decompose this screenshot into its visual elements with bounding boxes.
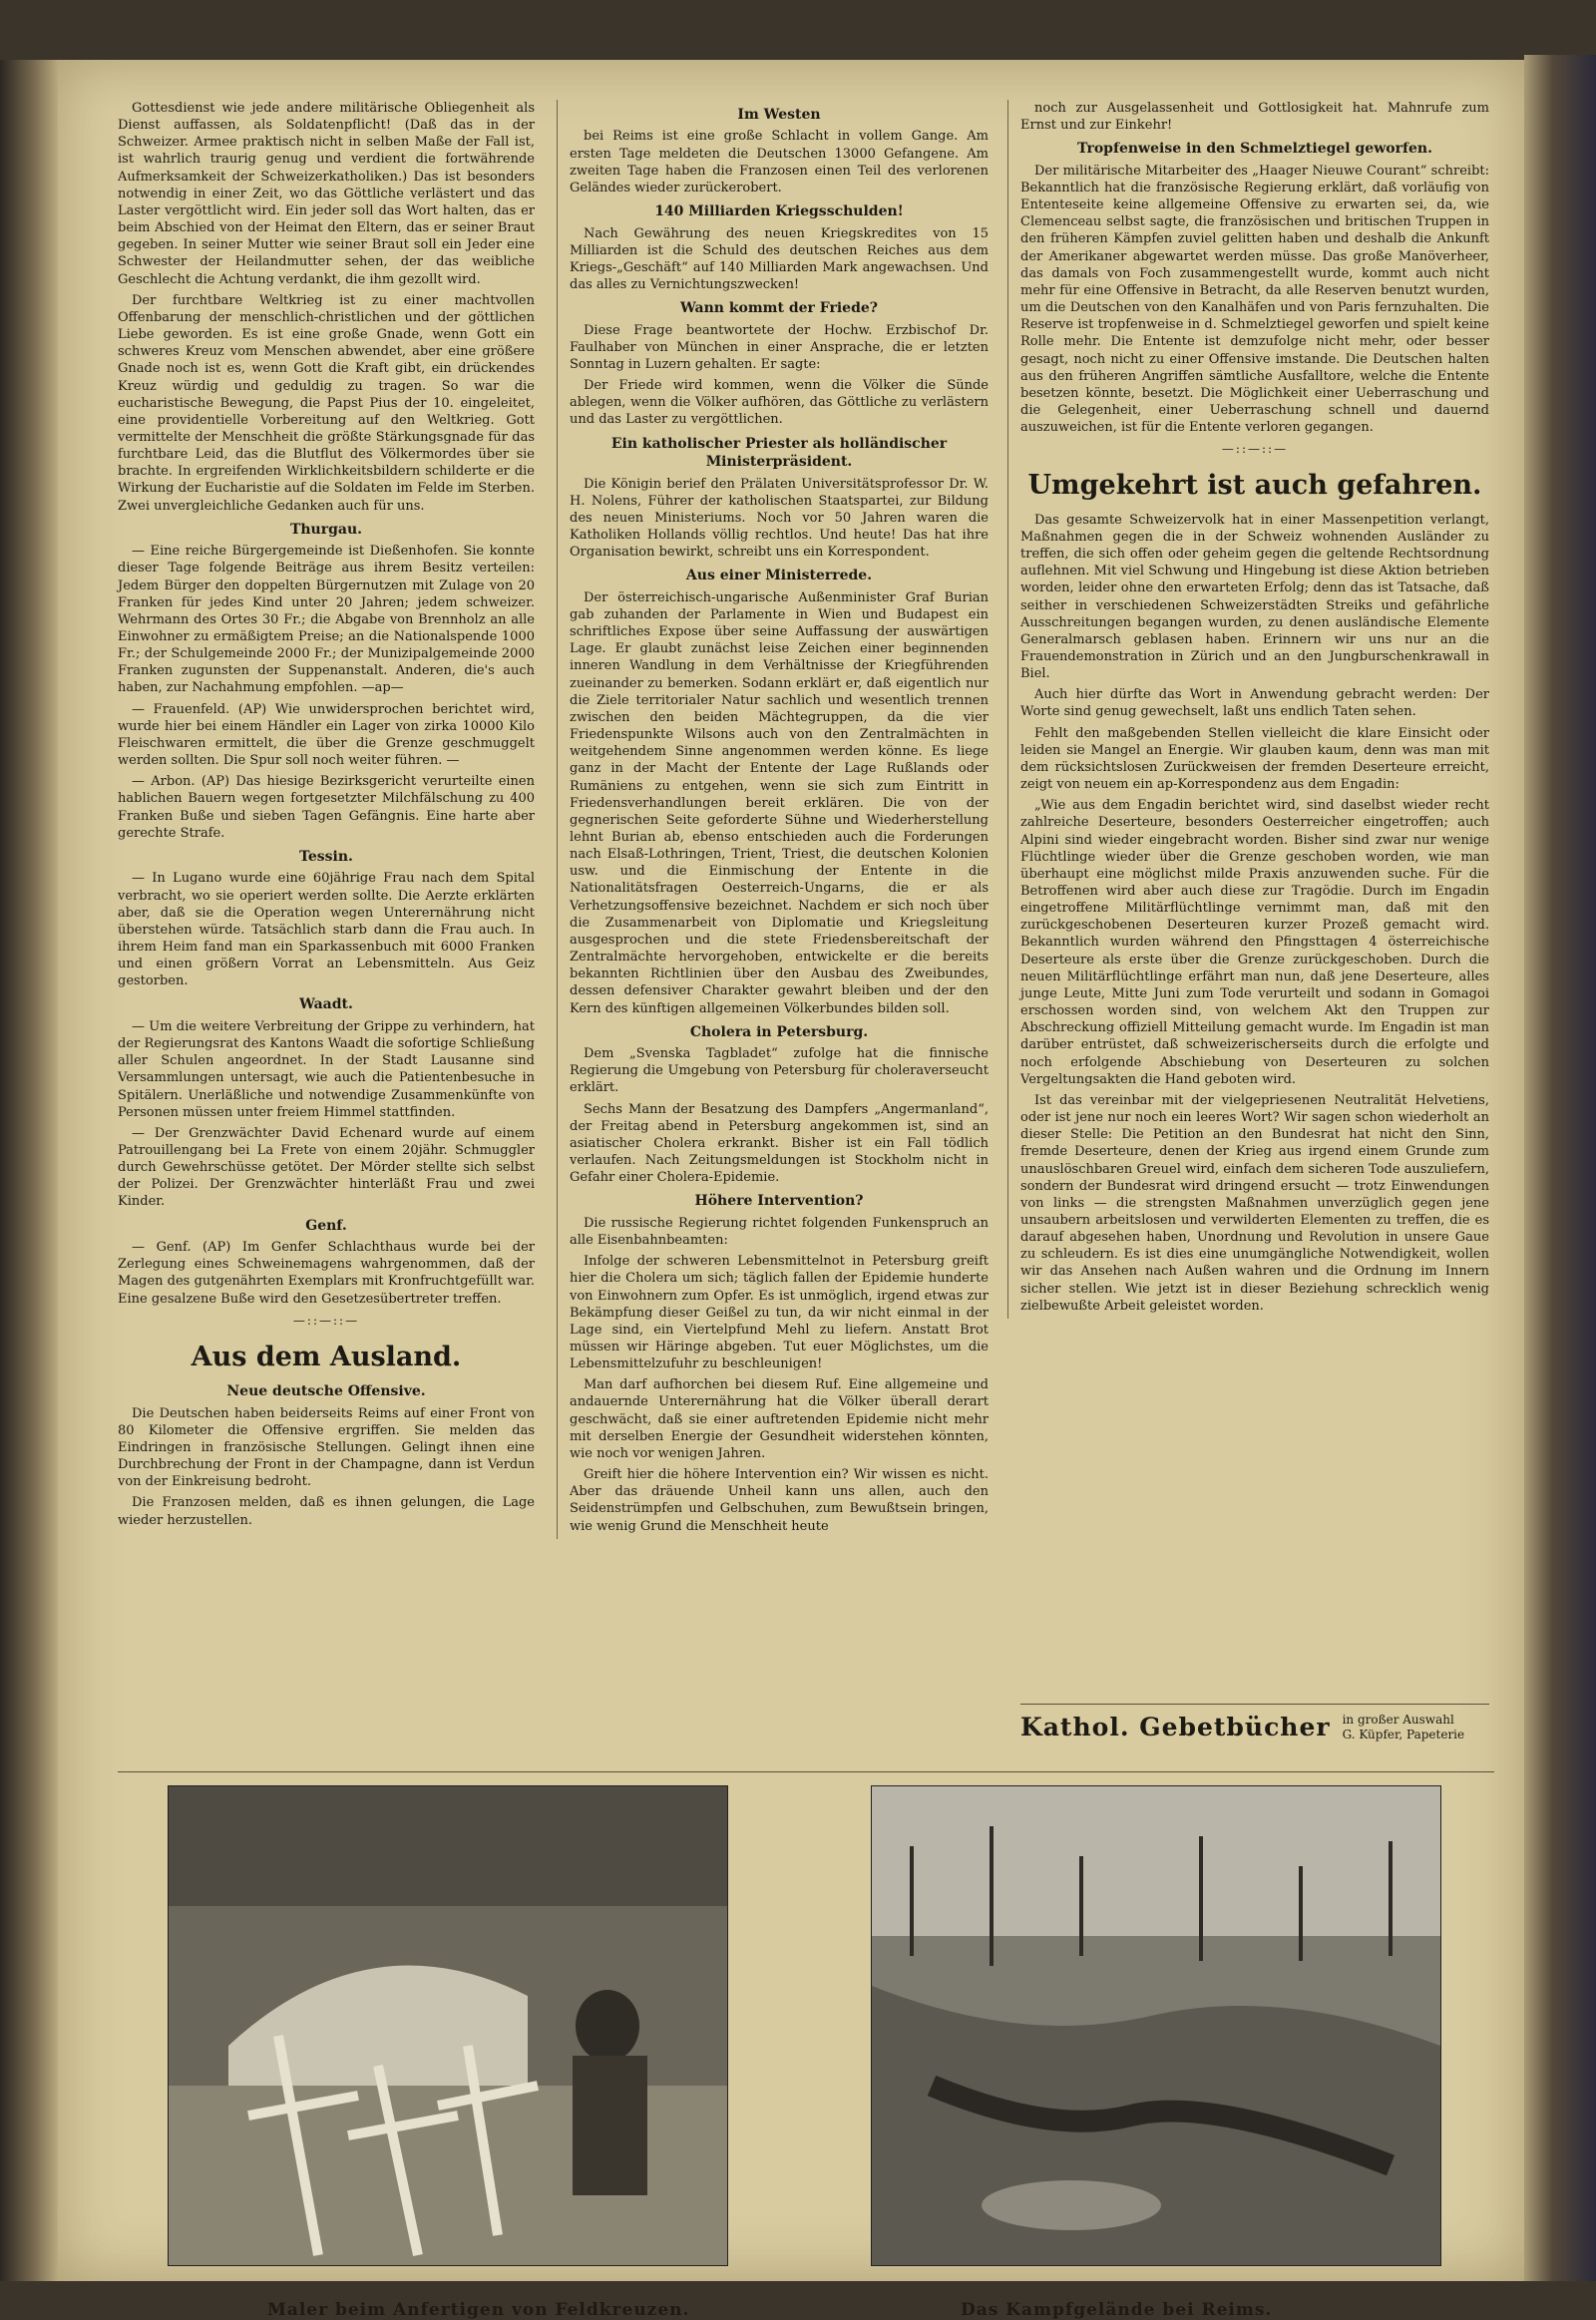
section-heading: 140 Milliarden Kriegsschulden! — [654, 203, 904, 220]
photo-caption: Maler beim Anfertigen von Feldkreuzen. — [267, 2300, 690, 2320]
section-heading: Thurgau. — [289, 521, 363, 538]
paragraph: Der furchtbare Weltkrieg ist zu einer machtvollen Offenbarung der menschlich-christlichen und der göttlichen Liebe geworden. Es ist eine große Gnade, wenn Gott ein schweres Kreuz vom Menschen abwendet, aber eine größere Gnade noch ist es, wenn Gott die Kraft gibt, ein drückendes Kreuz würdig und geduldig zu tragen. So war die eucharistische Bewegung, die Papst Pius der 10. eingeleitet, eine providentielle Vorbereitung auf den Weltkrieg. Gott vermittelte der Menschheit die größte Stärkungsgnade für das furchtbare Leid, das die Blutflut des Völkermordes über sie brachte. In ergreifenden Wirklichkeitsbildern schilderte er die Wirkung der Eucharistie auf die Soldaten im Felde im Sterben. Zwei unvergleichliche Gedanken auch für uns. — [118, 292, 535, 514]
paragraph: — Frauenfeld. (AP) Wie unwidersprochen berichtet wird, wurde hier bei einem Händler ein Lager von zirka 10000 Kilo Fleischwaren ermittelt, die über die Grenze geschmuggelt werden sollten. Die Spur soll noch weiter führen. — — [118, 701, 535, 769]
paragraph: Das gesamte Schweizervolk hat in einer Massenpetition verlangt, Maßnahmen gegen die in der Schweiz wohnenden Ausländer zu treffen, die sich offen oder geheim gegen die geltende Rechtsordnung auflehnen. Mit viel Schwung und Hingebung ist diese Aktion betrieben worden, leider ohne den erwarteten Erfolg; denn das ist Tatsache, daß seither in verschiedenen Schweizerstädten Streiks und gefährliche Ausschreitungen begangen wurden, zu denen ausländische Elemente Generalmarsch geblasen haben. Erinnern wir uns nur an die Frauendemonstration in Zürich und an den Jungburschenkrawall in Biel. — [1020, 512, 1489, 682]
section-heading: Waadt. — [299, 996, 353, 1013]
paragraph: Die Franzosen melden, daß es ihnen gelungen, die Lage wieder herzustellen. — [118, 1495, 535, 1528]
paragraph: Die Königin berief den Prälaten Universitätsprofessor Dr. W. H. Nolens, Führer der katholischen Staatspartei, zur Bildung des neuen Ministeriums. Noch vor 50 Jahren waren die Katholiken Hollands völlig rechtlos. Und heute! Das hat ihre Organisation bewirkt, schreibt uns ein Korrespondent. — [570, 476, 989, 561]
book-binding — [0, 60, 58, 2281]
paragraph: Der Friede wird kommen, wenn die Völker die Sünde ablegen, wenn die Völker aufhören, das Göttliche zu verlästern und das Laster zu vergöttlichen. — [570, 378, 989, 428]
paragraph: Der militärische Mitarbeiter des „Haager Nieuwe Courant“ schreibt: Bekanntlich hat die französische Regierung erklärt, daß vorläufig von Ententeseite keine allgemeine Offensive zu erwarten sei, da, wie Clemenceau selbst sagte, die französischen und britischen Truppen in den früheren Kämpfen zuviel gelitten haben und deshalb die Ankunft der Amerikaner abgewartet werden müsse. Das große Manöverheer, das damals von Foch zusammengestellt wurde, kommt auch nicht mehr für eine Offensive in Betracht, da alle Reserven benutzt wurden, um die Deutschen von den Kanalhäfen und von Paris fernzuhalten. Die Reserve ist tropfenweise in d. Schmelztiegel geworfen und spielt keine Rolle mehr. Die Entente ist demzufolge nicht mehr, oder besser gesagt, noch nicht zu einer Offensive imstande. Die Deutschen halten aus den früheren Angriffen sämtliche Ausfalltore, welche die Entente besetzen könnte, besetzt. Die Möglichkeit einer Ueberraschung und die Gelegenheit, einer Ueberraschung schnell und dauernd auszuweichen, ist für die Entente verloren gegangen. — [1020, 163, 1489, 436]
section-heading: Genf. — [305, 1217, 347, 1234]
section-heading: Höhere Intervention? — [694, 1193, 864, 1210]
paragraph: Die russische Regierung richtet folgenden Funkenspruch an alle Eisenbahnbeamten: — [570, 1215, 989, 1249]
photo-battlefield-reims — [871, 1785, 1441, 2266]
section-heading: Wann kommt der Friede? — [680, 300, 878, 317]
photo-illustration — [169, 1786, 727, 2265]
photo-field-crosses — [168, 1785, 728, 2266]
paragraph: Die Deutschen haben beiderseits Reims auf einer Front von 80 Kilometer die Offensive ergriffen. Sie melden das Eindringen in französische Stellungen. Gelingt ihnen eine Durchbrechung der Front in der Champagne, dann ist Verdun von der Einkreisung bedroht. — [118, 1405, 535, 1490]
paragraph: „Wie aus dem Engadin berichtet wird, sind daselbst wieder recht zahlreiche Deserteure, besonders Oesterreicher eingetroffen; auch Alpini sind wieder eingebracht worden. Bisher sind zwar nur wenige Flüchtlinge wieder über die Grenze geschoben worden, wie man überhaupt eine möglichst milde Praxis anzuwenden suche. Für die Betroffenen wird aber auch diese zur Tragödie. Durch im Engadin eingetroffene Militärflüchtlinge vernimmt man, daß mit den zurückgeschobenen Deserteuren kurzer Prozeß gemacht wird. Bekanntlich wurden während den Pfingsttagen 4 österreichische Deserteure als erste über die Grenze zurückgeschoben. Durch die neuen Militärflüchtlinge erfährt man nun, daß jene Deserteure, alles junge Leute, Mitte Juni zum Tode verurteilt und sodann in Gomagoi erschossen worden sind, von welchem Akt den Truppen zur Abschreckung offiziell Mitteilung gemacht wurde. Im Engadin ist man darüber entrüstet, daß schweizerischerseits durch die erfolgte und noch erfolgende Abschiebung von Deserteuren zu solchen Vergeltungsakten die Hand geboten wird. — [1020, 798, 1489, 1087]
column-2 — [557, 100, 989, 1539]
photo-caption: Das Kampfgelände bei Reims. — [961, 2300, 1273, 2320]
advertisement — [1020, 1704, 1489, 1741]
ad-line: G. Küpfer, Papeterie — [1342, 1727, 1465, 1741]
paragraph: Gottesdienst wie jede andere militärische Obliegenheit als Dienst auffassen, als Soldatenpflicht! (Daß das in der Schweizer. Armee praktisch nicht in selben Maße der Fall ist, ist wahrlich traurig genug und verdient die fortwährende Aufmerksamkeit der Schweizerkatholiken.) Das ist besonders notwendig in einer Zeit, wo das Göttliche verlästert und das Laster vergöttlicht wird. Ein jeder soll das Wort halten, das er beim Abschied von der Heimat den Eltern, das er seiner Braut gegeben. In seiner Mutter wie seiner Braut soll ein Jeder eine Schwester der Heilandmutter sehen, der das weibliche Geschlecht die Achtung verdankt, die ihm gezollt wird. — [118, 101, 535, 287]
photo-illustration — [872, 1786, 1440, 2265]
column-3 — [1007, 100, 1489, 1319]
paragraph: — Genf. (AP) Im Genfer Schlachthaus wurde bei der Zerlegung eines Schweinemagens wahrgenommen, daß der Magen des gutgenährten Exemplars mit Kronfruchtgefüllt war. Eine gesalzene Buße wird den Gesetzesübertreter treffen. — [118, 1240, 535, 1307]
ad-title: Kathol. Gebetbücher — [1020, 1713, 1331, 1741]
column-1 — [118, 100, 535, 1533]
divider — [118, 1771, 1494, 1772]
separator: —::—::— — [1221, 442, 1289, 457]
paragraph: Der österreichisch-ungarische Außenminister Graf Burian gab zuhanden der Parlamente in Wien und Budapest ein schriftliches Expose über seine Auffassung der auswärtigen Lage. Er glaubt zunächst leise Zeichen einer beginnenden inneren Wandlung in dem Verhältnisse der Kriegführenden zueinander zu bemerken. Sodann erklärt er, daß eigentlich nur die Ziele territorialer Natur sachlich und wesentlich trennen zwischen den beiden Mächtegruppen, da die vier Friedenspunkte Wilsons auch von den Zentralmächten in weitgehendem Sinne angenommen werden könne. Es liege ganz in der Macht der Entente der Lage Rußlands oder Rumäniens zu entgehen, wenn sie sich zum Eintritt in Friedensverhandlungen bereit erklären. Die von der gegnerischen Seite geforderte Sühne und Wiederherstellung lehnt Burian ab, ebenso entschieden auch die Forderungen nach Elsaß-Lothringen, Trient, Triest, die deutschen Kolonien usw. und die Einmischung der Entente in die Nationalitätsfragen Oesterreich-Ungarns, die er als Verhetzungsoffensive bezeichnet. Nachdem er sich noch über die Zusammenarbeit von Diplomatie und Kriegsleitung ausgesprochen und die stete Friedensbereitschaft der Zentralmächte hervorgehoben, entwickelte er die bereits bekannten Richtlinien über den Ausbau des Zweibundes, dessen defensiver Charakter gewahrt bleiben und der den Kern des künftigen allgemeinen Völkerbundes bilden soll. — [570, 589, 989, 1016]
paragraph: Infolge der schweren Lebensmittelnot in Petersburg greift hier die Cholera um sich; täglich fallen der Epidemie hunderte von Einwohnern zum Opfer. Es ist unmöglich, irgend etwas zur Bekämpfung dieser Geißel zu tun, da wir nicht einmal in der Lage sind, ein Viertelpfund Mehl zu liefern. Anstatt Brot müssen wir Häringe abgeben. Tut euer Möglichstes, um die Lebensmittelzufuhr zu beschleunigen! — [570, 1254, 989, 1372]
paragraph: — Arbon. (AP) Das hiesige Bezirksgericht verurteilte einen hablichen Bauern wegen fortgesetzter Milchfälschung zu 400 Franken Buße und sieben Tagen Gefängnis. Eine harte aber gerechte Strafe. — [118, 774, 535, 841]
paragraph: Dem „Svenska Tagbladet“ zufolge hat die finnische Regierung die Umgebung von Petersburg für choleraverseucht erklärt. — [570, 1046, 989, 1096]
book-edge — [1524, 55, 1596, 2281]
section-heading: Aus einer Ministerrede. — [685, 568, 873, 584]
section-heading: Tessin. — [299, 848, 353, 865]
paragraph: noch zur Ausgelassenheit und Gottlosigkeit hat. Mahnrufe zum Ernst und zur Einkehr! — [1020, 101, 1489, 134]
newspaper-page — [58, 60, 1524, 2320]
headline-ausland: Aus dem Ausland. — [191, 1341, 462, 1372]
paragraph: — Der Grenzwächter David Echenard wurde auf einem Patrouillengang bei La Frete von einem 20jähr. Schmuggler durch Gewehrschüsse getötet. Der Mörder stellte sich selbst der Polizei. Der Grenzwächter hinterläßt Frau und zwei Kinder. — [118, 1125, 535, 1210]
ad-detail — [1343, 1713, 1465, 1741]
paragraph: — In Lugano wurde eine 60jährige Frau nach dem Spital verbracht, wo sie operiert werden sollte. Die Aerzte erklärten aber, daß sie die Operation wegen Unterernährung nicht überstehen würde. Tatsächlich starb dann die Frau auch. In ihrem Heim fand man ein Sparkassenbuch mit 6000 Franken und einen größern Vorrat an Lebensmitteln. Aus Geiz gestorben. — [118, 871, 535, 989]
paragraph: Nach Gewährung des neuen Kriegskredites von 15 Milliarden ist die Schuld des deutschen Reiches aus dem Kriegs-„Geschäft“ auf 140 Milliarden Mark angewachsen. Und das alles zu Vernichtungszwecken! — [570, 225, 989, 293]
paragraph: Sechs Mann der Besatzung des Dampfers „Angermanland“, der Freitag abend in Petersburg angekommen ist, sind an asiatischer Cholera erkrankt. Bisher ist ein Fall tödlich verlaufen. Nach Zeitungsmeldungen ist Stockholm nicht in Gefahr einer Cholera-Epidemie. — [570, 1101, 989, 1186]
paragraph: — Um die weitere Verbreitung der Grippe zu verhindern, hat der Regierungsrat des Kantons Waadt die sofortige Schließung aller Schulen angeordnet. In der Stadt Lausanne sind Versammlungen untersagt, wie auch die Patientenbesuche in Spitälern. Unerläßliche und notwendige Zusammenkünfte von Personen müssen unter freiem Himmel stattfinden. — [118, 1018, 535, 1120]
section-heading: Im Westen — [737, 107, 821, 123]
headline-umgekehrt: Umgekehrt ist auch gefahren. — [1027, 470, 1482, 502]
section-heading: Cholera in Petersburg. — [689, 1023, 869, 1040]
paragraph: — Eine reiche Bürgergemeinde ist Dießenhofen. Sie konnte dieser Tage folgende Beiträge aus ihrem Besitz verteilen: Jedem Bürger den doppelten Bürgernutzen mit Zulage von 20 Franken für jedes Kind unter 20 Jahren; jedem schweizer. Wehrmann des Ortes 30 Fr.; die Abgabe von Brennholz an alle Einwohner zu ermäßigtem Preise; an die Nationalspende 1000 Fr.; der Schulgemeinde 2000 Fr.; der Munizipalgemeinde 2000 Franken zugunsten der Suppenanstalt. Anderen, die's auch haben, zur Nachahmung empfohlen. —ap— — [118, 544, 535, 696]
paragraph: Diese Frage beantwortete der Hochw. Erzbischof Dr. Faulhaber von München in einer Ansprache, die er letzten Sonntag in Luzern gehalten. Er sagte: — [570, 322, 989, 372]
paragraph: Ist das vereinbar mit der vielgepriesenen Neutralität Helvetiens, oder ist jene nur noch ein leeres Wort? Wir sagen schon wiederholt an dieser Stelle: Die Petition an den Bundesrat hat nicht den Sinn, fremde Deserteure, denen der Krieg aus irgend einem Grunde zum unauslöschbaren Greuel wird, einfach dem sicheren Tode auszuliefern, sondern der Bundesrat wird dringend ersucht — trotz Einwendungen von links — die strengsten Maßnahmen unverzüglich gegen jene unsaubern arbeitslosen und verwilderten Elementen zu treffen, die es darauf abgesehen haben, Unordnung und Revolution in unsere Gaue zu schleudern. Es ist dies eine unumgängliche Notwendigkeit, wollen wir das Ansehen nach Außen wahren und die Ordnung im Innern sicher stellen. Wie jetzt ist in dieser Beziehung schrecklich wenig zielbewußte Arbeit geleistet worden. — [1020, 1092, 1489, 1314]
paragraph: Greift hier die höhere Intervention ein? Wir wissen es nicht. Aber das dräuende Unheil kann uns allen, auch den Seidenstrümpfen und Gelbschuhen, zum Bewußtsein bringen, wie wenig Grund die Menschheit heute — [570, 1467, 989, 1534]
ad-line: in großer Auswahl — [1342, 1713, 1454, 1728]
paragraph: Auch hier dürfte das Wort in Anwendung gebracht werden: Der Worte sind genug gewechselt, laßt uns endlich Taten sehen. — [1020, 687, 1489, 720]
paragraph: Man darf aufhorchen bei diesem Ruf. Eine allgemeine und andauernde Unterernährung hat die Völker überall derart geschwächt, daß sie einer auftretenden Epidemie nicht mehr mit derselben Energie der Gesundheit widerstehen könnten, wie noch vor wenigen Jahren. — [570, 1377, 989, 1461]
section-heading: Neue deutsche Offensive. — [226, 1383, 426, 1400]
section-heading: Tropfenweise in den Schmelztiegel geworfen. — [1077, 141, 1432, 158]
paragraph: Fehlt den maßgebenden Stellen vielleicht die klare Einsicht oder leiden sie Mangel an Energie. Wir glauben kaum, denn was man mit dem rücksichtslosen Zurückweisen der fremden Deserteure erreicht, zeigt von neuem ein ap-Korrespondenz aus dem Engadin: — [1020, 725, 1489, 793]
paragraph: bei Reims ist eine große Schlacht in vollem Gange. Am ersten Tage meldeten die Deutschen 13000 Gefangene. Am zweiten Tage haben die Franzosen einen Teil des verlorenen Geländes wieder zurückerobert. — [570, 129, 989, 195]
section-heading: Ein katholischer Priester als holländischer Ministerpräsident. — [610, 435, 948, 471]
separator: —::—::— — [292, 1313, 360, 1328]
